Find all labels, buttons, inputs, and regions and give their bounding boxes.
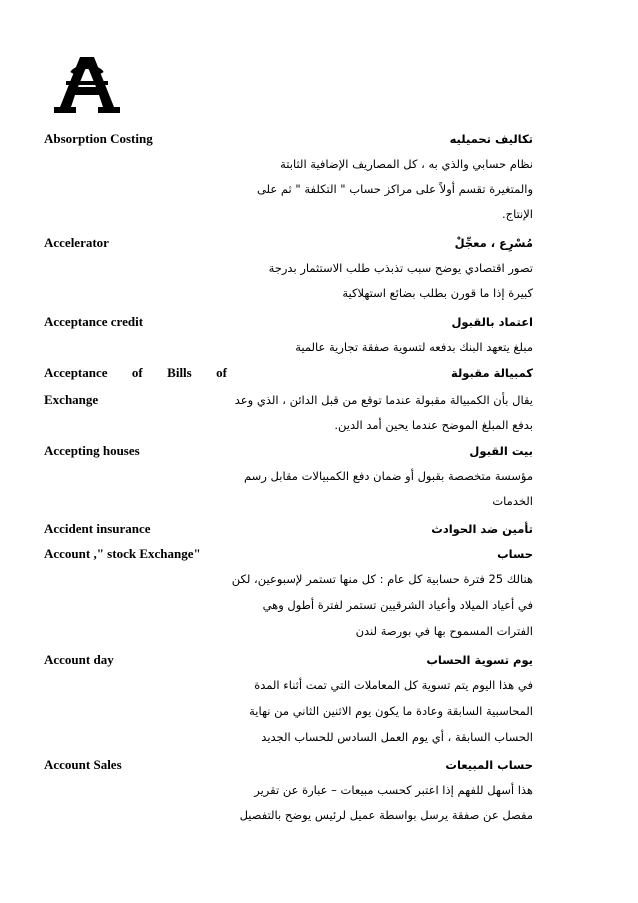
term-arabic: بيت القبول bbox=[469, 444, 533, 458]
definition-line: مفصل عن صفقة يرسل بواسطة عميل لرئيس يوضح بالتفصيل bbox=[239, 808, 533, 822]
letter-a-logo bbox=[52, 55, 122, 115]
definition-line: يقال بأن الكمبيالة مقبولة عندما توقع من قبل الدائن ، الذي وعد bbox=[234, 393, 533, 407]
definition-line: هنالك 25 فترة حسابية كل عام : كل منها تستمر لإسبوعين، لكن bbox=[231, 572, 533, 586]
term-word: Acceptance bbox=[44, 365, 108, 380]
term-english: Account Sales bbox=[44, 757, 122, 772]
definition-line: تصور اقتصادي يوضح سبب تذبذب طلب الاستثمار بدرجة bbox=[268, 261, 533, 275]
term-arabic: حساب المبيعات bbox=[445, 758, 533, 772]
term-english: Accelerator bbox=[44, 235, 109, 250]
term-english bbox=[44, 364, 227, 409]
term-word: of bbox=[216, 365, 227, 380]
term-english: Account ," stock Exchange" bbox=[44, 546, 201, 561]
term-arabic: تكاليف تحميليه bbox=[449, 132, 533, 146]
term-english: Accident insurance bbox=[44, 521, 151, 536]
definition-line: مبلغ يتعهد البنك بدفعه لتسوية صفقة تجارية عالمية bbox=[295, 340, 533, 354]
definition-line: في أعياد الميلاد وأعياد الشرقيين تستمر لفترة أطول وهي bbox=[262, 598, 533, 612]
definition-line: والمتغيرة تقسم أولاً على مراكز حساب " التكلفة " ثم على bbox=[256, 182, 533, 196]
term-english: Account day bbox=[44, 652, 114, 667]
definition-line: الفترات المسموح بها في بورصة لندن bbox=[355, 624, 533, 638]
term-arabic: اعتماد بالقبول bbox=[451, 315, 533, 329]
term-word: Bills bbox=[167, 365, 192, 380]
term-arabic: حساب bbox=[497, 547, 533, 561]
definition-line: الإنتاج. bbox=[501, 207, 533, 221]
term-english: Accepting houses bbox=[44, 443, 140, 458]
definition-line: نظام حسابي والذي به ، كل المصاريف الإضافية الثابتة bbox=[280, 157, 533, 171]
definition-line: في هذا اليوم يتم تسوية كل المعاملات التي تمت أثناء المدة bbox=[254, 678, 533, 692]
term-word: Exchange bbox=[44, 392, 99, 407]
term-english: Absorption Costing bbox=[44, 131, 153, 146]
term-english: Acceptance credit bbox=[44, 314, 144, 329]
term-arabic: تأمين ضد الحوادث bbox=[431, 522, 533, 536]
definition-line: مؤسسة متخصصة بقبول أو ضمان دفع الكمبيالات مقابل رسم bbox=[244, 469, 533, 483]
definition-line: الخدمات bbox=[492, 494, 533, 508]
term-arabic: مُسْرِع ، معجِّلْ bbox=[454, 236, 533, 250]
definition-line: المحاسبية السابقة وعادة ما يكون يوم الاثنين الثاني من نهاية bbox=[249, 704, 533, 718]
term-arabic: كمبيالة مقبولة bbox=[451, 366, 533, 380]
definition-line: الحساب السابقة ، أي يوم العمل السادس للحساب الجديد bbox=[261, 730, 533, 744]
term-arabic: يوم تسوية الحساب bbox=[426, 653, 533, 667]
definition-line: هذا أسهل للفهم إذا اعتبر كحسب مبيعات – عبارة عن تقرير bbox=[254, 783, 533, 797]
definition-line: بدفع المبلغ الموضح عندما يحين أمد الدين. bbox=[334, 418, 533, 432]
definition-line: كبيرة إذا ما قورن بطلب بضائع استهلاكية bbox=[342, 286, 533, 300]
term-word: of bbox=[131, 365, 143, 380]
